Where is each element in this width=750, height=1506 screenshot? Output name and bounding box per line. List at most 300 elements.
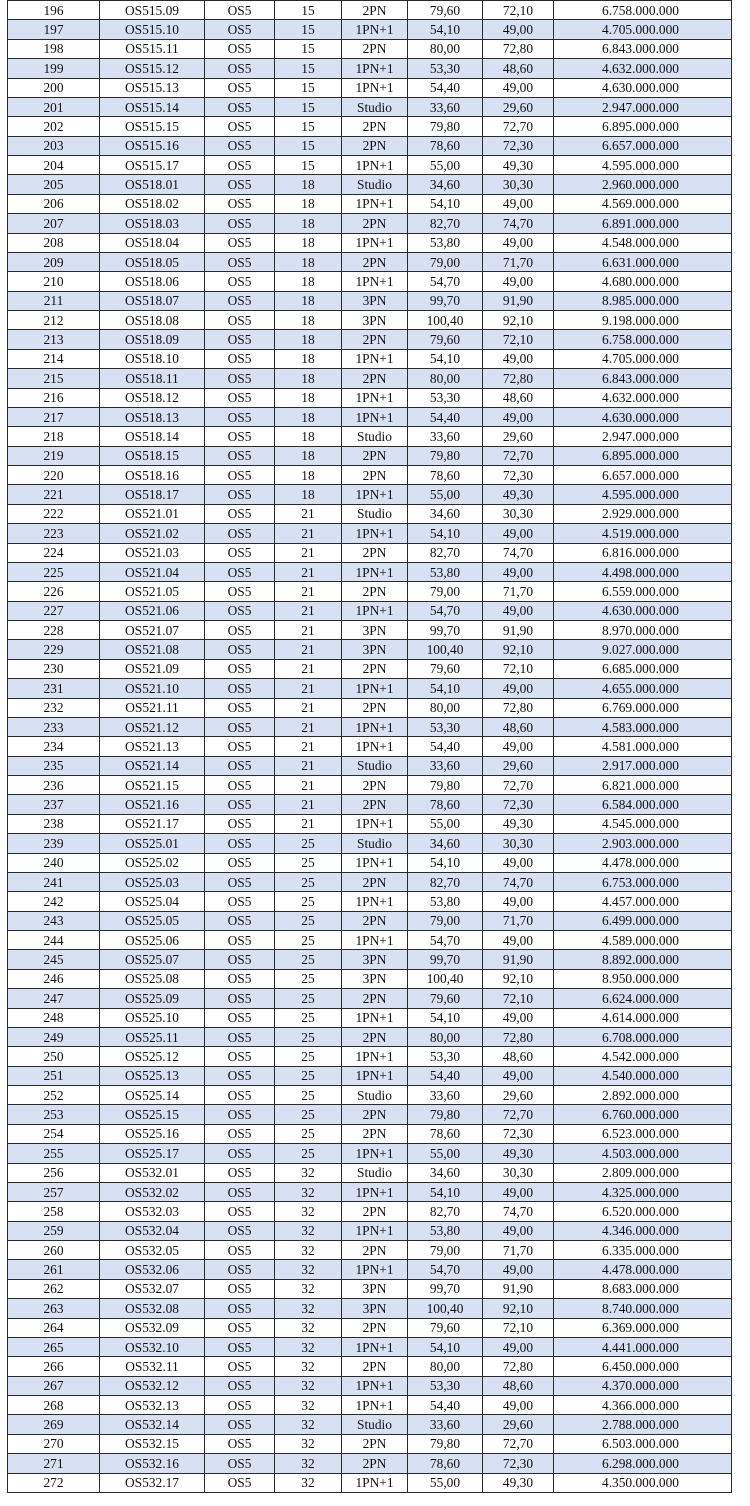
cell-price: 4.366.000.000 [554, 1396, 732, 1415]
cell-unit-type: 2PN [342, 1454, 408, 1473]
cell-unit-code: OS521.08 [100, 640, 205, 659]
cell-net-area: 29,60 [483, 1086, 554, 1105]
cell-gross-area: 80,00 [408, 39, 483, 58]
cell-unit-type: 2PN [342, 698, 408, 717]
cell-unit-code: OS521.16 [100, 795, 205, 814]
cell-row-number: 225 [8, 562, 100, 581]
cell-net-area: 49,00 [483, 1396, 554, 1415]
cell-gross-area: 54,10 [408, 1337, 483, 1356]
table-row [8, 504, 732, 523]
cell-gross-area: 34,60 [408, 175, 483, 194]
cell-gross-area: 100,40 [408, 640, 483, 659]
cell-row-number: 215 [8, 369, 100, 388]
cell-net-area: 49,00 [483, 1066, 554, 1085]
cell-unit-type: 2PN [342, 1241, 408, 1260]
cell-building: OS5 [205, 214, 275, 233]
cell-floor: 18 [275, 349, 342, 368]
cell-unit-type: 1PN+1 [342, 1337, 408, 1356]
table-row [8, 853, 732, 872]
cell-gross-area: 79,80 [408, 776, 483, 795]
cell-floor: 21 [275, 524, 342, 543]
cell-gross-area: 54,70 [408, 272, 483, 291]
cell-unit-code: OS515.12 [100, 59, 205, 78]
cell-price: 2.947.000.000 [554, 427, 732, 446]
cell-net-area: 72,70 [483, 1105, 554, 1124]
cell-net-area: 72,30 [483, 1124, 554, 1143]
cell-row-number: 249 [8, 1027, 100, 1046]
cell-price: 6.895.000.000 [554, 117, 732, 136]
cell-price: 6.843.000.000 [554, 39, 732, 58]
cell-row-number: 261 [8, 1260, 100, 1279]
cell-net-area: 91,90 [483, 291, 554, 310]
cell-net-area: 72,10 [483, 659, 554, 678]
cell-price: 2.929.000.000 [554, 504, 732, 523]
cell-building: OS5 [205, 640, 275, 659]
cell-unit-code: OS518.01 [100, 175, 205, 194]
cell-gross-area: 33,60 [408, 427, 483, 446]
cell-unit-type: 3PN [342, 969, 408, 988]
cell-unit-code: OS525.06 [100, 931, 205, 950]
cell-unit-type: 1PN+1 [342, 524, 408, 543]
cell-floor: 21 [275, 756, 342, 775]
cell-gross-area: 79,60 [408, 1318, 483, 1337]
cell-gross-area: 99,70 [408, 1279, 483, 1298]
cell-price: 4.540.000.000 [554, 1066, 732, 1085]
cell-unit-type: 1PN+1 [342, 679, 408, 698]
cell-unit-type: 1PN+1 [342, 853, 408, 872]
cell-unit-code: OS515.13 [100, 78, 205, 97]
cell-floor: 32 [275, 1473, 342, 1492]
cell-row-number: 207 [8, 214, 100, 233]
cell-unit-type: 1PN+1 [342, 737, 408, 756]
table-row [8, 621, 732, 640]
cell-floor: 32 [275, 1260, 342, 1279]
cell-price: 6.708.000.000 [554, 1027, 732, 1046]
cell-unit-code: OS532.13 [100, 1396, 205, 1415]
cell-building: OS5 [205, 78, 275, 97]
apartment-price-table [7, 0, 732, 1493]
cell-building: OS5 [205, 59, 275, 78]
cell-row-number: 269 [8, 1415, 100, 1434]
cell-unit-code: OS525.02 [100, 853, 205, 872]
cell-building: OS5 [205, 543, 275, 562]
cell-unit-type: 1PN+1 [342, 156, 408, 175]
cell-price: 6.503.000.000 [554, 1434, 732, 1453]
table-row [8, 1318, 732, 1337]
table-row [8, 737, 732, 756]
cell-building: OS5 [205, 737, 275, 756]
cell-unit-code: OS518.07 [100, 291, 205, 310]
cell-unit-type: 1PN+1 [342, 717, 408, 736]
cell-gross-area: 100,40 [408, 969, 483, 988]
cell-row-number: 263 [8, 1299, 100, 1318]
cell-net-area: 49,00 [483, 1008, 554, 1027]
cell-price: 4.630.000.000 [554, 78, 732, 97]
cell-building: OS5 [205, 252, 275, 271]
table-row [8, 252, 732, 271]
cell-gross-area: 54,10 [408, 1008, 483, 1027]
cell-net-area: 91,90 [483, 621, 554, 640]
cell-row-number: 218 [8, 427, 100, 446]
cell-gross-area: 100,40 [408, 311, 483, 330]
cell-price: 6.760.000.000 [554, 1105, 732, 1124]
cell-floor: 21 [275, 562, 342, 581]
cell-unit-code: OS525.12 [100, 1047, 205, 1066]
cell-unit-code: OS532.11 [100, 1357, 205, 1376]
cell-unit-code: OS521.04 [100, 562, 205, 581]
cell-row-number: 236 [8, 776, 100, 795]
cell-unit-type: 2PN [342, 872, 408, 891]
cell-net-area: 48,60 [483, 388, 554, 407]
cell-unit-type: 2PN [342, 252, 408, 271]
cell-floor: 18 [275, 311, 342, 330]
cell-gross-area: 33,60 [408, 1086, 483, 1105]
cell-building: OS5 [205, 1376, 275, 1395]
cell-net-area: 49,00 [483, 1260, 554, 1279]
cell-net-area: 72,80 [483, 369, 554, 388]
cell-gross-area: 55,00 [408, 814, 483, 833]
cell-price: 6.631.000.000 [554, 252, 732, 271]
cell-price: 6.816.000.000 [554, 543, 732, 562]
cell-unit-code: OS525.08 [100, 969, 205, 988]
table-row [8, 1357, 732, 1376]
cell-price: 9.027.000.000 [554, 640, 732, 659]
cell-gross-area: 53,80 [408, 562, 483, 581]
cell-unit-type: 1PN+1 [342, 1047, 408, 1066]
cell-building: OS5 [205, 853, 275, 872]
cell-gross-area: 54,10 [408, 679, 483, 698]
cell-price: 6.559.000.000 [554, 582, 732, 601]
cell-net-area: 71,70 [483, 252, 554, 271]
cell-net-area: 49,00 [483, 272, 554, 291]
cell-floor: 25 [275, 931, 342, 950]
table-row [8, 59, 732, 78]
cell-row-number: 268 [8, 1396, 100, 1415]
cell-gross-area: 54,40 [408, 407, 483, 426]
cell-building: OS5 [205, 950, 275, 969]
cell-gross-area: 79,00 [408, 582, 483, 601]
cell-row-number: 245 [8, 950, 100, 969]
cell-building: OS5 [205, 601, 275, 620]
cell-price: 4.595.000.000 [554, 485, 732, 504]
table-row [8, 1396, 732, 1415]
table-row [8, 1299, 732, 1318]
cell-row-number: 231 [8, 679, 100, 698]
cell-floor: 25 [275, 911, 342, 930]
cell-net-area: 72,80 [483, 1027, 554, 1046]
cell-net-area: 49,00 [483, 524, 554, 543]
cell-floor: 15 [275, 117, 342, 136]
cell-unit-type: 1PN+1 [342, 78, 408, 97]
cell-row-number: 197 [8, 20, 100, 39]
cell-row-number: 222 [8, 504, 100, 523]
cell-unit-type: 2PN [342, 582, 408, 601]
cell-net-area: 74,70 [483, 214, 554, 233]
table-row [8, 601, 732, 620]
cell-unit-type: 3PN [342, 1279, 408, 1298]
table-row [8, 1027, 732, 1046]
cell-unit-code: OS525.07 [100, 950, 205, 969]
cell-row-number: 230 [8, 659, 100, 678]
cell-floor: 25 [275, 1105, 342, 1124]
cell-unit-code: OS521.06 [100, 601, 205, 620]
cell-building: OS5 [205, 1008, 275, 1027]
cell-unit-code: OS525.15 [100, 1105, 205, 1124]
cell-row-number: 213 [8, 330, 100, 349]
table-row [8, 485, 732, 504]
cell-unit-type: 1PN+1 [342, 349, 408, 368]
cell-unit-code: OS518.11 [100, 369, 205, 388]
cell-building: OS5 [205, 175, 275, 194]
cell-net-area: 49,30 [483, 485, 554, 504]
cell-row-number: 199 [8, 59, 100, 78]
cell-price: 6.520.000.000 [554, 1202, 732, 1221]
cell-gross-area: 100,40 [408, 1299, 483, 1318]
cell-unit-type: 3PN [342, 950, 408, 969]
cell-gross-area: 54,10 [408, 20, 483, 39]
cell-row-number: 260 [8, 1241, 100, 1260]
cell-gross-area: 33,60 [408, 97, 483, 116]
cell-net-area: 72,80 [483, 1357, 554, 1376]
cell-unit-code: OS521.02 [100, 524, 205, 543]
cell-floor: 25 [275, 1066, 342, 1085]
cell-unit-type: 2PN [342, 989, 408, 1008]
cell-row-number: 223 [8, 524, 100, 543]
table-row [8, 1376, 732, 1395]
table-row [8, 214, 732, 233]
cell-gross-area: 78,60 [408, 466, 483, 485]
cell-price: 6.753.000.000 [554, 872, 732, 891]
cell-net-area: 49,00 [483, 349, 554, 368]
cell-floor: 25 [275, 1144, 342, 1163]
cell-floor: 15 [275, 1, 342, 20]
cell-floor: 32 [275, 1396, 342, 1415]
cell-gross-area: 53,80 [408, 233, 483, 252]
cell-net-area: 48,60 [483, 1047, 554, 1066]
cell-building: OS5 [205, 1396, 275, 1415]
table-row [8, 1105, 732, 1124]
cell-building: OS5 [205, 679, 275, 698]
cell-unit-type: 1PN+1 [342, 892, 408, 911]
cell-row-number: 234 [8, 737, 100, 756]
cell-net-area: 72,10 [483, 1, 554, 20]
cell-unit-code: OS532.04 [100, 1221, 205, 1240]
cell-building: OS5 [205, 1124, 275, 1143]
table-row [8, 795, 732, 814]
cell-unit-code: OS518.14 [100, 427, 205, 446]
cell-gross-area: 80,00 [408, 369, 483, 388]
cell-row-number: 264 [8, 1318, 100, 1337]
cell-building: OS5 [205, 1279, 275, 1298]
cell-building: OS5 [205, 1202, 275, 1221]
cell-building: OS5 [205, 272, 275, 291]
cell-unit-type: 2PN [342, 1124, 408, 1143]
cell-building: OS5 [205, 621, 275, 640]
cell-gross-area: 79,00 [408, 252, 483, 271]
cell-net-area: 72,30 [483, 1454, 554, 1473]
cell-unit-type: 2PN [342, 1202, 408, 1221]
cell-row-number: 244 [8, 931, 100, 950]
cell-gross-area: 53,30 [408, 59, 483, 78]
cell-row-number: 202 [8, 117, 100, 136]
cell-building: OS5 [205, 1434, 275, 1453]
cell-row-number: 235 [8, 756, 100, 775]
cell-floor: 25 [275, 1124, 342, 1143]
cell-building: OS5 [205, 969, 275, 988]
cell-price: 8.740.000.000 [554, 1299, 732, 1318]
cell-row-number: 220 [8, 466, 100, 485]
cell-building: OS5 [205, 1027, 275, 1046]
cell-gross-area: 34,60 [408, 834, 483, 853]
table-row [8, 640, 732, 659]
cell-building: OS5 [205, 1086, 275, 1105]
cell-unit-code: OS518.16 [100, 466, 205, 485]
cell-unit-code: OS532.06 [100, 1260, 205, 1279]
cell-floor: 32 [275, 1163, 342, 1182]
cell-unit-type: 1PN+1 [342, 1473, 408, 1492]
cell-price: 6.523.000.000 [554, 1124, 732, 1143]
cell-building: OS5 [205, 504, 275, 523]
cell-unit-type: Studio [342, 1163, 408, 1182]
cell-unit-code: OS515.11 [100, 39, 205, 58]
cell-gross-area: 82,70 [408, 1202, 483, 1221]
cell-price: 4.589.000.000 [554, 931, 732, 950]
cell-net-area: 29,60 [483, 1415, 554, 1434]
table-row [8, 950, 732, 969]
cell-gross-area: 54,10 [408, 349, 483, 368]
cell-unit-type: 2PN [342, 1434, 408, 1453]
cell-price: 6.758.000.000 [554, 330, 732, 349]
cell-building: OS5 [205, 1163, 275, 1182]
table-row [8, 698, 732, 717]
table-row [8, 369, 732, 388]
cell-unit-type: 2PN [342, 39, 408, 58]
cell-building: OS5 [205, 407, 275, 426]
table-row [8, 330, 732, 349]
cell-net-area: 91,90 [483, 950, 554, 969]
cell-unit-code: OS518.09 [100, 330, 205, 349]
cell-price: 6.499.000.000 [554, 911, 732, 930]
cell-net-area: 71,70 [483, 911, 554, 930]
cell-row-number: 256 [8, 1163, 100, 1182]
cell-unit-type: 3PN [342, 311, 408, 330]
table-row [8, 39, 732, 58]
cell-unit-code: OS521.17 [100, 814, 205, 833]
cell-net-area: 72,30 [483, 136, 554, 155]
cell-gross-area: 79,00 [408, 1241, 483, 1260]
cell-price: 4.630.000.000 [554, 601, 732, 620]
cell-unit-type: 1PN+1 [342, 1260, 408, 1279]
cell-row-number: 257 [8, 1182, 100, 1201]
cell-net-area: 49,00 [483, 562, 554, 581]
cell-net-area: 92,10 [483, 969, 554, 988]
cell-gross-area: 78,60 [408, 795, 483, 814]
cell-building: OS5 [205, 233, 275, 252]
cell-row-number: 258 [8, 1202, 100, 1221]
cell-gross-area: 54,70 [408, 1260, 483, 1279]
cell-row-number: 214 [8, 349, 100, 368]
cell-price: 4.503.000.000 [554, 1144, 732, 1163]
cell-net-area: 49,30 [483, 814, 554, 833]
cell-row-number: 217 [8, 407, 100, 426]
cell-building: OS5 [205, 349, 275, 368]
cell-floor: 32 [275, 1454, 342, 1473]
cell-net-area: 49,00 [483, 78, 554, 97]
cell-unit-code: OS521.05 [100, 582, 205, 601]
cell-gross-area: 78,60 [408, 1124, 483, 1143]
cell-building: OS5 [205, 1454, 275, 1473]
cell-row-number: 240 [8, 853, 100, 872]
cell-gross-area: 80,00 [408, 1357, 483, 1376]
cell-floor: 32 [275, 1318, 342, 1337]
cell-price: 6.891.000.000 [554, 214, 732, 233]
cell-floor: 15 [275, 136, 342, 155]
cell-unit-code: OS525.09 [100, 989, 205, 1008]
cell-unit-type: 1PN+1 [342, 1144, 408, 1163]
table-row [8, 20, 732, 39]
cell-unit-type: Studio [342, 1086, 408, 1105]
cell-price: 4.680.000.000 [554, 272, 732, 291]
table-row [8, 1337, 732, 1356]
cell-unit-code: OS521.14 [100, 756, 205, 775]
cell-unit-code: OS515.14 [100, 97, 205, 116]
table-row [8, 1066, 732, 1085]
cell-building: OS5 [205, 1318, 275, 1337]
cell-gross-area: 79,60 [408, 989, 483, 1008]
cell-unit-type: 2PN [342, 1105, 408, 1124]
cell-gross-area: 79,80 [408, 117, 483, 136]
cell-row-number: 221 [8, 485, 100, 504]
cell-unit-type: 3PN [342, 1299, 408, 1318]
cell-unit-code: OS525.04 [100, 892, 205, 911]
cell-gross-area: 79,60 [408, 1, 483, 20]
cell-row-number: 209 [8, 252, 100, 271]
cell-price: 6.335.000.000 [554, 1241, 732, 1260]
table-row [8, 1182, 732, 1201]
cell-unit-type: 2PN [342, 117, 408, 136]
cell-price: 4.614.000.000 [554, 1008, 732, 1027]
cell-gross-area: 79,80 [408, 446, 483, 465]
cell-row-number: 247 [8, 989, 100, 1008]
cell-row-number: 237 [8, 795, 100, 814]
cell-unit-code: OS532.14 [100, 1415, 205, 1434]
cell-unit-type: 2PN [342, 776, 408, 795]
cell-building: OS5 [205, 427, 275, 446]
cell-net-area: 72,80 [483, 39, 554, 58]
cell-floor: 18 [275, 291, 342, 310]
cell-row-number: 228 [8, 621, 100, 640]
table-row [8, 1124, 732, 1143]
cell-unit-type: 1PN+1 [342, 931, 408, 950]
cell-net-area: 72,30 [483, 795, 554, 814]
cell-unit-type: Studio [342, 97, 408, 116]
cell-gross-area: 34,60 [408, 1163, 483, 1182]
cell-building: OS5 [205, 582, 275, 601]
cell-unit-type: 2PN [342, 446, 408, 465]
cell-unit-type: 1PN+1 [342, 407, 408, 426]
cell-unit-type: 1PN+1 [342, 562, 408, 581]
cell-row-number: 198 [8, 39, 100, 58]
cell-gross-area: 80,00 [408, 698, 483, 717]
cell-unit-code: OS518.13 [100, 407, 205, 426]
cell-gross-area: 53,30 [408, 1376, 483, 1395]
cell-gross-area: 79,60 [408, 659, 483, 678]
cell-unit-type: 2PN [342, 136, 408, 155]
table-row [8, 1260, 732, 1279]
table-row [8, 1163, 732, 1182]
cell-price: 4.498.000.000 [554, 562, 732, 581]
cell-gross-area: 53,30 [408, 717, 483, 736]
